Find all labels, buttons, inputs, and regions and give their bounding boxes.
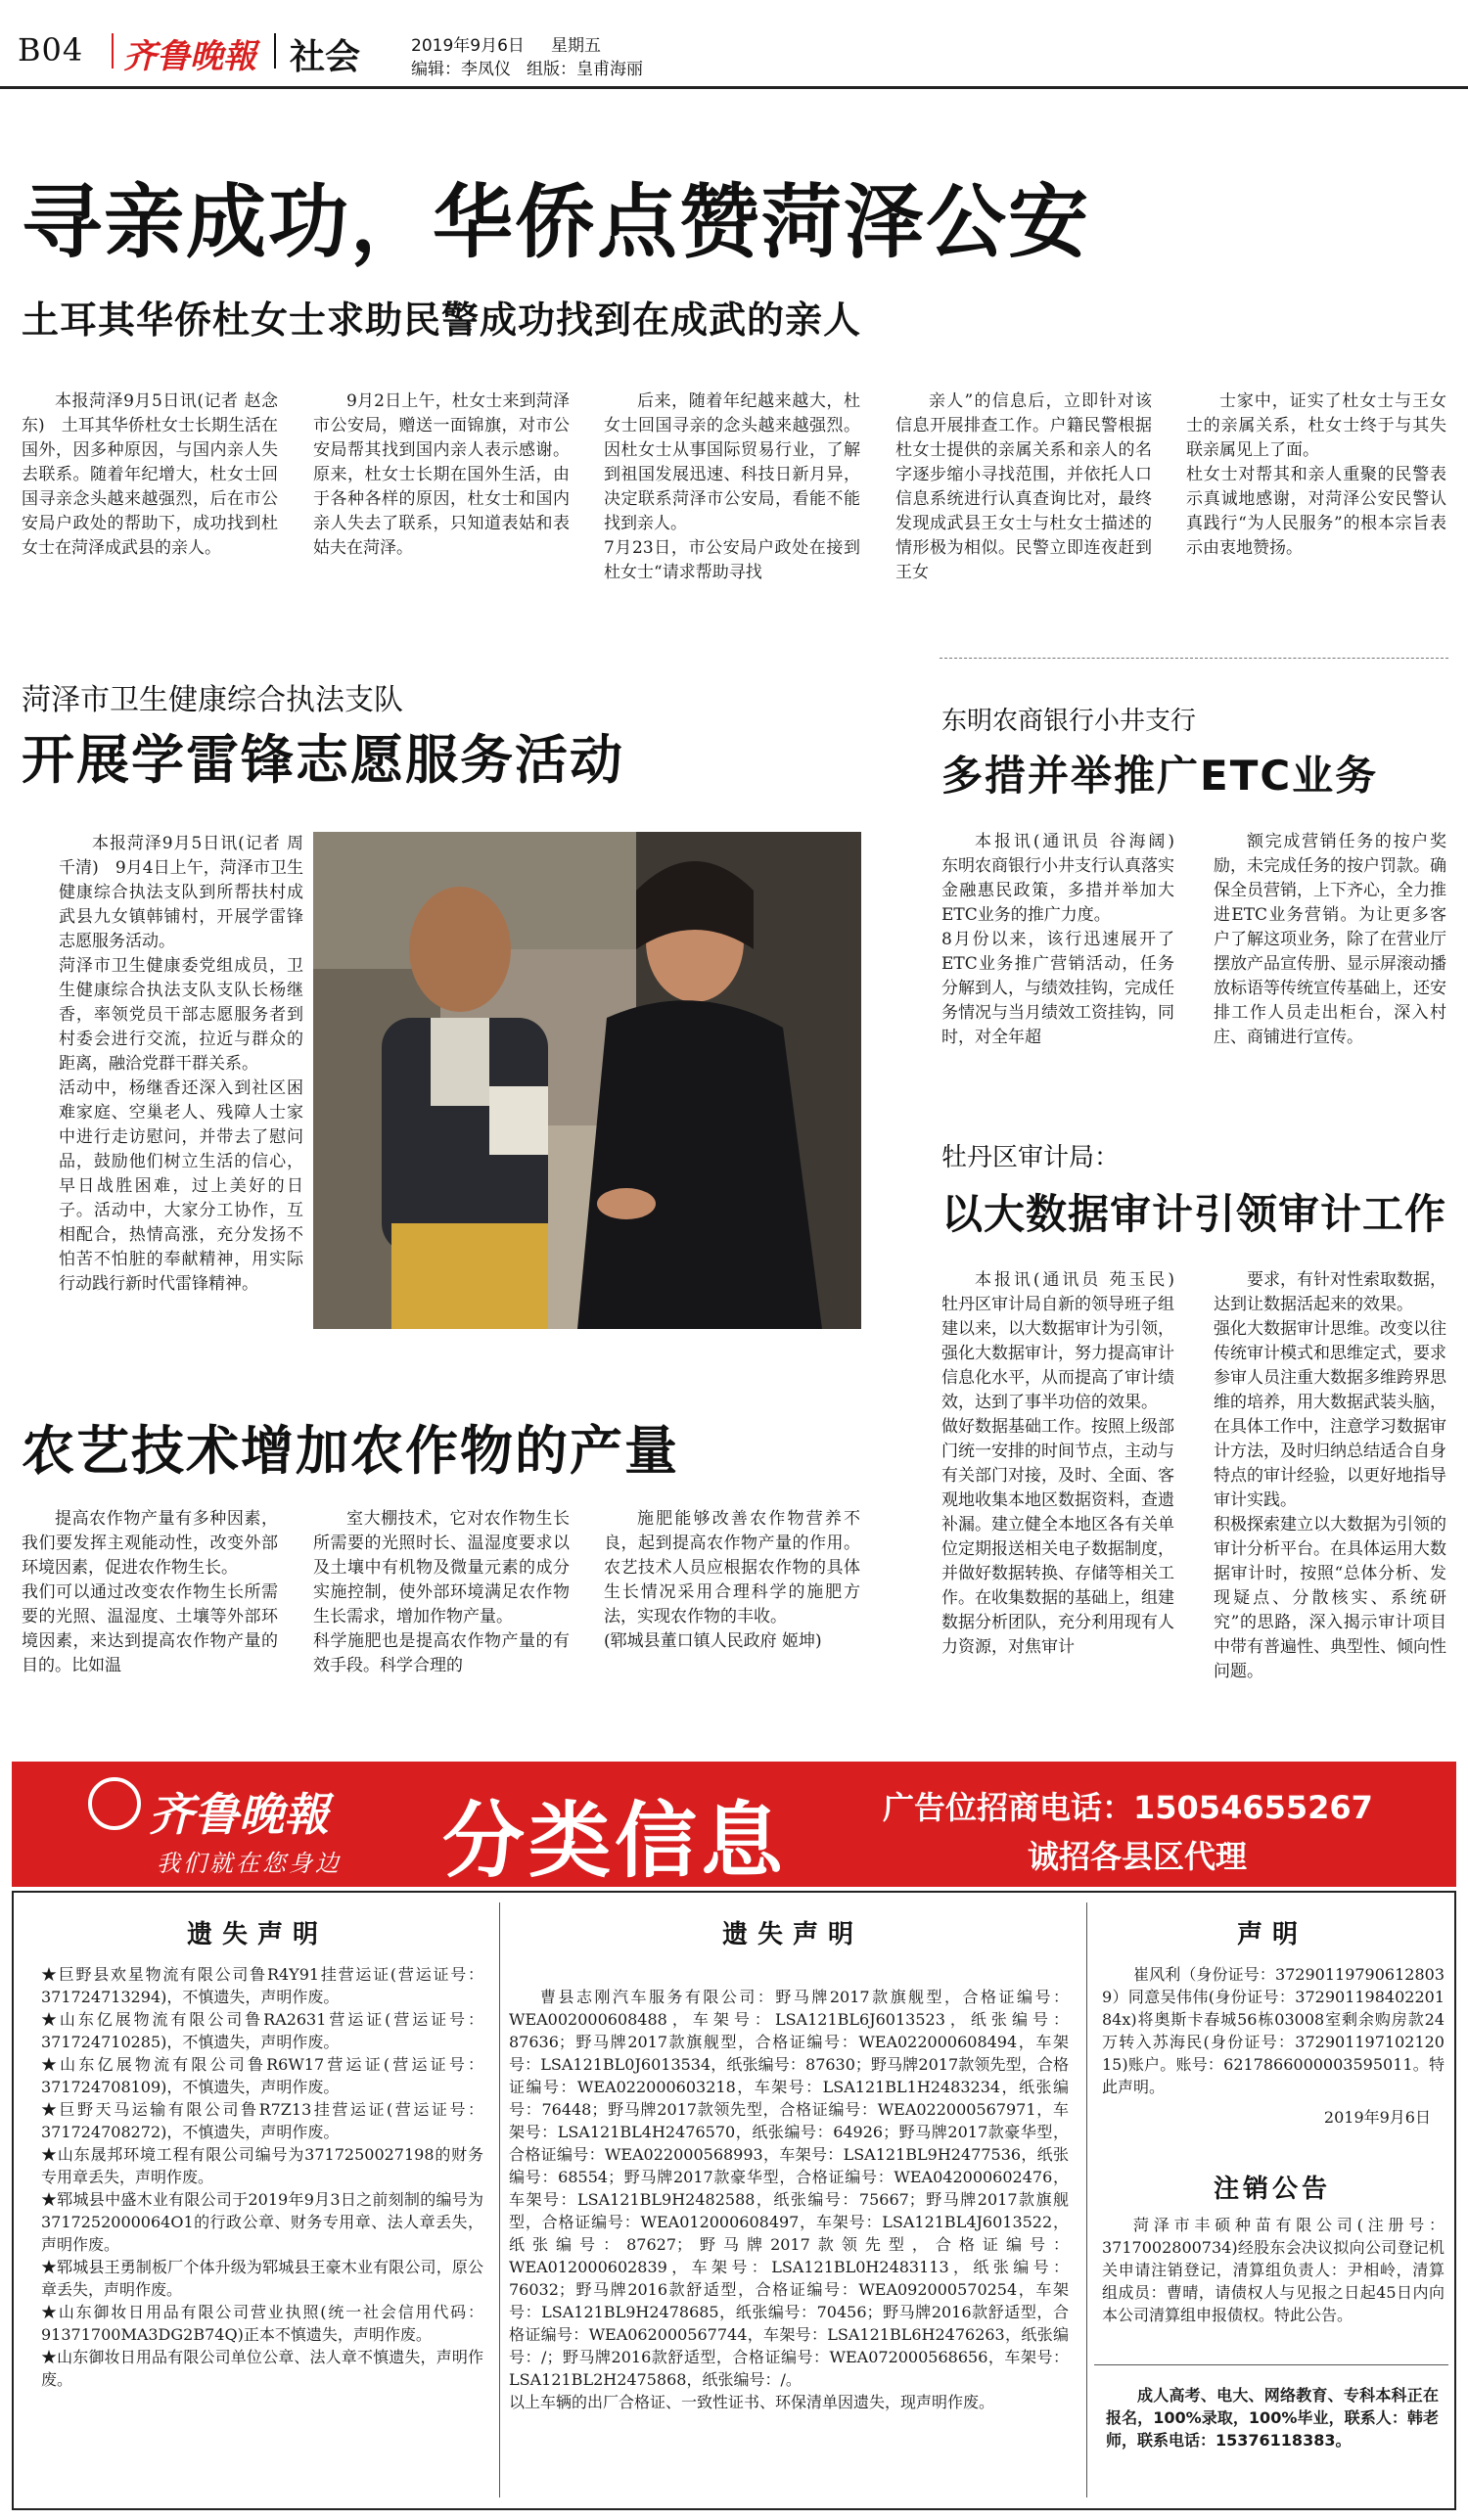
statement-text: 崔风利（身份证号：37290119790612803​9）同意吴伟伟(身份证号：372901198402201​84x)将奥斯卡春城56栋03008室剩余购房款24万转入苏海民(身份证号：372901197102120​15)账户。账号：621786600000359​5011。特此声明。	[1102, 1965, 1445, 2096]
cancellation-title: 注销公告	[1213, 2175, 1331, 2204]
audit-kicker: 牡丹区审计局：	[941, 1143, 1121, 1172]
lost-notice-item: ★山东亿展物流有限公司鲁R6W17营运证(营运证号：371724708109)，不慎遗失，声明作废。	[41, 2055, 483, 2096]
ad-divider	[1094, 2364, 1448, 2365]
classified-banner	[12, 1762, 1456, 1887]
photo-illustration	[313, 832, 861, 1329]
volunteer-kicker: 菏泽市卫生健康综合执法支队	[22, 683, 403, 717]
lost-notice-item: ★巨野县欢星物流有限公司鲁R4Y91挂营运证(营运证号：371724713294)，不慎遗失，声明作废。	[41, 1965, 483, 2006]
lost-notice-item: ★郓城县王勇制板厂个体升级为郓城县王豪木业有限公司，原公章丢失，声明作废。	[41, 2258, 483, 2299]
statement-title: 声明	[1236, 1920, 1307, 1949]
etc-kicker: 东明农商银行小井支行	[941, 707, 1197, 736]
education-ad: 成人高考、电大、网络教育、专科本科正在报名，100%录取，100%毕业，联系人：韩老师，联系电话：15376118383。	[1106, 2386, 1439, 2450]
header-editor: 编辑：李凤仪	[411, 60, 511, 79]
audit-headline: 以大数据审计引领审计工作	[941, 1190, 1447, 1238]
lead-column-5: 士家中，证实了杜女士与王女士的亲属关系，杜女士终于与其失联亲属见上了面。 杜女士对帮其和亲人重聚的民警表示真诚地感谢，对菏泽公安民警认真践行“为人民服务”的根本宗旨表示由衷地赞扬。	[1186, 391, 1446, 558]
etc-column-1: 本报讯(通讯员 谷海阔) 东明农商银行小井支行认真落实金融惠民政策，多措并举加大ETC业务的推广力度。 8月份以来，该行迅速展开了ETC业务推广营销活动，任务分解到人，与绩效挂钩，完成任务情况与当月绩效工资挂钩，同时，对全年超	[941, 832, 1174, 1047]
lost-notice-item: ★山东晟邦环境工程有限公司编号为3717250027198的财务专用章丢失，声明作废。	[41, 2145, 483, 2186]
banner-brand-name: 齐鲁晚報	[149, 1788, 329, 1841]
etc-headline: 多措并举推广ETC业务	[941, 752, 1379, 800]
lost-notice-list-1	[41, 1963, 483, 2501]
audit-column-1: 本报讯(通讯员 苑玉民) 牡丹区审计局自新的领导班子组建以来，以大数据审计为引领，强化大数据审计，努力提高审计信息化水平，从而提高了审计绩效，达到了事半功倍的效果。 做好数据基础工作。按照上级部门统一安排的时间节点，主动与有关部门对接，及时、全面、客观地收集本地区数据资料，查遗补漏。建立健全本地区各有关单位定期报送相关电子数据制度，并做好数据转换、存储等相关工作。在收集数据的基础上，组建数据分析团队，充分利用现有人力资源，对焦审计	[941, 1270, 1174, 1657]
banner-phone: 广告位招商电话：15054655267	[883, 1789, 1373, 1826]
farm-column-3: 施肥能够改善农作物营养不良，起到提高农作物产量的作用。农艺技术人员应根据农作物的具体生长情况采用合理科学的施肥方法，实现农作物的丰收。 (郓城县董口镇人民政府 姬坤)	[604, 1509, 860, 1651]
lost-notice-item: ★巨野天马运输有限公司鲁R7Z13挂营运证(营运证号：371724708272)，不慎遗失，声明作废。	[41, 2100, 483, 2141]
cancellation-text: 菏泽市丰硕种苗有限公司(注册号：3717002800734)经股东会决议拟向公司登记机关申请注销登记，清算组负责人：尹相岭，清算组成员：曹晴，请债权人与见报之日起45日内向本公司清算组申报债权。特此公告。	[1102, 2216, 1445, 2324]
banner-agent: 诚招各县区代理	[1028, 1838, 1248, 1875]
farm-column-1: 提高农作物产量有多种因素，我们要发挥主观能动性，改变外部环境因素，促进农作物生长。 我们可以通过改变农作物生长所需要的光照、温湿度、土壤等外部环境因素，来达到提高农作物产量的目的。比如温	[22, 1509, 278, 1675]
header-weekday: 星期五	[551, 36, 601, 56]
brand-logo: 齐鲁晚報	[123, 37, 256, 76]
statement-date: 2019年9月6日	[1323, 2108, 1431, 2127]
banner-title: 分类信息	[442, 1793, 788, 1889]
header-rule	[0, 86, 1468, 89]
lost-notice-item: ★山东御妆日用品有限公司单位公章、法人章不慎遗失，声明作废。	[41, 2348, 483, 2389]
lost-notice-item: ★郓城县中盛木业有限公司于2019年9月3日之前刻制的编号为3717252000064O1的行政公章、财务专用章、法人章丢失，声明作废。	[41, 2190, 483, 2254]
classified-col-divider-1	[499, 1902, 500, 2497]
lead-subtitle: 土耳其华侨杜女士求助民警成功找到在成武的亲人	[22, 298, 862, 342]
banner-brand	[149, 1779, 329, 1844]
header-date: 2019年9月6日	[411, 36, 525, 56]
volunteer-body: 本报菏泽9月5日讯(记者 周千清) 9月4日上午，菏泽市卫生健康综合执法支队到所帮扶村成武县九女镇韩铺村，开展学雷锋志愿服务活动。 菏泽市卫生健康委党组成员，卫生健康综合执法支队支队长杨继香，率领党员干部志愿服务者到村委会进行交流，拉近与群众的距离，融洽党群干群关系。 活动中，杨继香还深入到社区困难家庭、空巢老人、残障人士家中进行走访慰问，并带去了慰问品，鼓励他们树立生活的信心，早日战胜困难，过上美好的日子。活动中，大家分工协作，互相配合，热情高涨，充分发扬不怕苦不怕脏的奉献精神，用实际行动践行新时代雷锋精神。	[59, 834, 303, 1294]
lead-column-1: 本报菏泽9月5日讯(记者 赵念东) 土耳其华侨杜女士长期生活在国外，因多种原因，与国内亲人失去联系。随着年纪增大，杜女士回国寻亲念头越来越强烈，后在市公安局户政处的帮助下，成功找到杜女士在菏泽成武县的亲人。	[22, 391, 278, 558]
lead-headline: 寻亲成功，华侨点赞菏泽公安	[22, 176, 1091, 269]
header-layout: 组版：皇甫海丽	[527, 60, 643, 79]
banner-slogan: 我们就在您身边	[157, 1850, 342, 1877]
classified-col-divider-2	[1086, 1902, 1087, 2497]
lead-column-2: 9月2日上午，杜女士来到菏泽市公安局，赠送一面锦旗，对市公安局帮其找到国内亲人表示感谢。原来，杜女士长期在国外生活，由于各种各样的原因，杜女士和国内亲人失去了联系，只知道表姑和表姑夫在菏泽。	[313, 391, 570, 558]
banner-logo-icon	[88, 1777, 141, 1830]
lost-notice-title-1: 遗失声明	[186, 1920, 328, 1949]
farm-headline: 农艺技术增加农作物的产量	[22, 1420, 679, 1482]
lost-notice-item: ★山东御妆日用品有限公司营业执照(统一社会信用代码：91371700MA3DG2B74Q)正本不慎遗失，声明作废。	[41, 2303, 483, 2344]
lost-notice-item: ★山东亿展物流有限公司鲁RA2631营运证(营运证号：371724710285)，不慎遗失，声明作废。	[41, 2010, 483, 2051]
lead-column-4: 亲人”的信息后，立即针对该信息开展排查工作。户籍民警根据杜女士提供的亲属关系和亲人的名字逐步缩小寻找范围，并依托人口信息系统进行认真查询比对，最终发现成武县王女士与杜女士描述的情形极为相似。民警立即连夜赶到王女	[895, 391, 1152, 582]
lost-notice-title-2: 遗失声明	[721, 1920, 863, 1949]
vehicle-lost-notice: 曹县志刚汽车服务有限公司：野马牌2017款旗舰型，合格证编号：WEA002000608488，车架号：LSA121BL6J6013523，纸张编号：87636；野马牌2017款旗舰型，合格证编号：WEA022000608494，车架号：LSA121BL0J6013534，纸张编号：87630；野马牌2017款领先型，合格证编号：WEA022000603218，车架号：LSA121BL1H2483234，纸张编号：76448；野马牌2017款领先型，合格证编号：WEA022000567971，车架号：LSA121BL4H2476570，纸张编号：64926；野马牌2017款豪华型，合格证编号：WEA022000568993，车架号：LSA121BL9H2477536，纸张编号：68554；野马牌2017款豪华型，合格证编号：WEA042000602476，车架号：LSA121BL9H2482588，纸张编号：75667；野马牌2017款旗舰型，合格证编号：WEA012000608497，车架号：LSA121BL4J6013522，纸张编号：87627；野马牌2017款领先型，合格证编号：WEA012000602839，车架号：LSA121BL0H2483113，纸张编号：76032；野马牌2016款舒适型，合格证编号：WEA092000570254，车架号：LSA121BL9H2478685，纸张编号：70456；野马牌2016款舒适型，合格证编号：WEA062000567744，车架号：LSA121BL6H2476263，纸张编号：/；野马牌2016款舒适型，合格证编号：WEA072000568656，车架号：LSA121BL2H2475868，纸张编号：/。 以上车辆的出厂合格证、一致性证书、环保清单因遗失，现声明作废。	[509, 1988, 1069, 2411]
volunteer-photo	[313, 832, 861, 1329]
volunteer-headline: 开展学雷锋志愿服务活动	[22, 729, 624, 791]
section-divider	[940, 658, 1448, 659]
page-header	[18, 27, 1450, 78]
page-number: B04	[18, 31, 84, 69]
farm-column-2: 室大棚技术，它对农作物生长所需要的光照时长、温湿度要求以及土壤中有机物及微量元素的成分实施控制，使外部环境满足农作物生长需求，增加作物产量。 科学施肥也是提高农作物产量的有效手段。科学合理的	[313, 1509, 570, 1675]
section-name: 社会	[290, 37, 361, 77]
lead-column-3: 后来，随着年纪越来越大，杜女士回国寻亲的念头越来越强烈。因杜女士从事国际贸易行业，了解到祖国发展迅速、科技日新月异，决定联系菏泽市公安局，看能不能找到亲人。 7月23日，市公安局户政处在接到杜女士“请求帮助寻找	[604, 391, 860, 582]
audit-column-2: 要求，有针对性索取数据，达到让数据活起来的效果。 强化大数据审计思维。改变以往传统审计模式和思维定式，要求参审人员注重大数据多维跨界思维的培养，用大数据武装头脑，在具体工作中，注意学习数据审计方法，及时归纳总结适合自身特点的审计经验，以更好地指导审计实践。 积极探索建立以大数据为引领的审计分析平台。在具体运用大数据审计时，按照“总体分析、发现疑点、分散核实、系统研究”的思路，深入揭示审计项目中带有普遍性、典型性、倾向性问题。	[1214, 1270, 1446, 1681]
etc-column-2: 额完成营销任务的按户奖励，未完成任务的按户罚款。确保全员营销，上下齐心，全力推进ETC业务营销。为让更多客户了解这项业务，除了在营业厅摆放产品宣传册、显示屏滚动播放标语等传统宣传基础上，还安排工作人员走出柜台，深入村庄、商铺进行宣传。	[1214, 832, 1446, 1047]
